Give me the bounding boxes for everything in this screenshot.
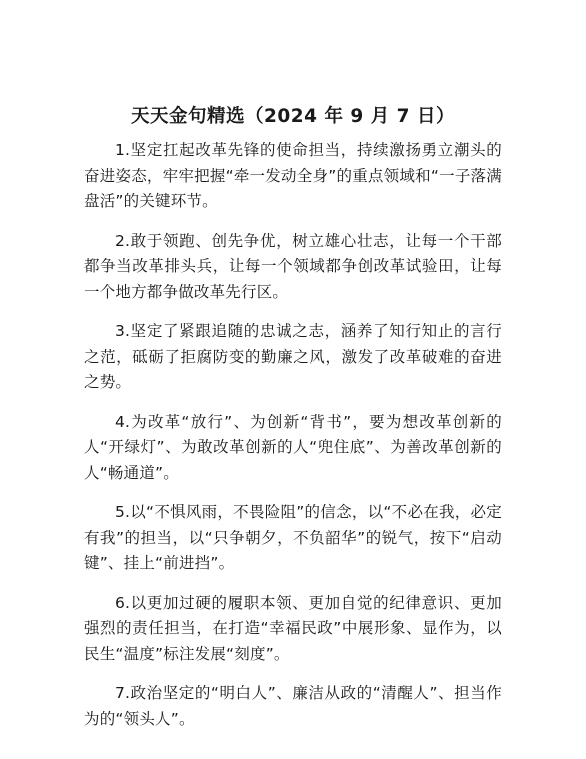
quote-paragraph-5: 5.以“不惧风雨，不畏险阻”的信念，以“不必在我，必定有我”的担当，以“只争朝夕，不负韶华”的锐气，按下“启动键”、挂上“前进挡”。 — [84, 503, 502, 572]
quote-paragraph-1: 1.坚定扛起改革先锋的使命担当，持续激扬勇立潮头的奋进姿态，牢牢把握“牵一发动全身”的重点领域和“一子落满盘活”的关键环节。 — [84, 141, 502, 210]
quote-paragraph-3: 3.坚定了紧跟追随的忠诚之志，涵养了知行知止的言行之范，砥砺了拒腐防变的勤廉之风，激发了改革破难的奋进之势。 — [84, 322, 502, 391]
document-title: 天天金句精选（2024 年 9 月 7 日） — [131, 106, 455, 127]
quote-paragraph-6: 6.以更加过硬的履职本领、更加自觉的纪律意识、更加强烈的责任担当，在打造“幸福民政”中展形象、显作为，以民生“温度”标注发展“刻度”。 — [84, 593, 502, 663]
document-body — [84, 138, 502, 746]
quote-paragraph-7: 7.政治坚定的“明白人”、廉洁从政的“清醒人”、担当作为的“领头人”。 — [84, 684, 502, 728]
quote-paragraph-2: 2.敢于领跑、创先争优，树立雄心壮志，让每一个干部都争当改革排头兵，让每一个领域都争创改革试验田，让每一个地方都争做改革先行区。 — [84, 231, 502, 301]
quote-paragraph-4: 4.为改革“放行”、为创新“背书”，要为想改革创新的人“开绿灯”、为敢改革创新的人“兜住底”、为善改革创新的人“畅通道”。 — [84, 412, 502, 482]
